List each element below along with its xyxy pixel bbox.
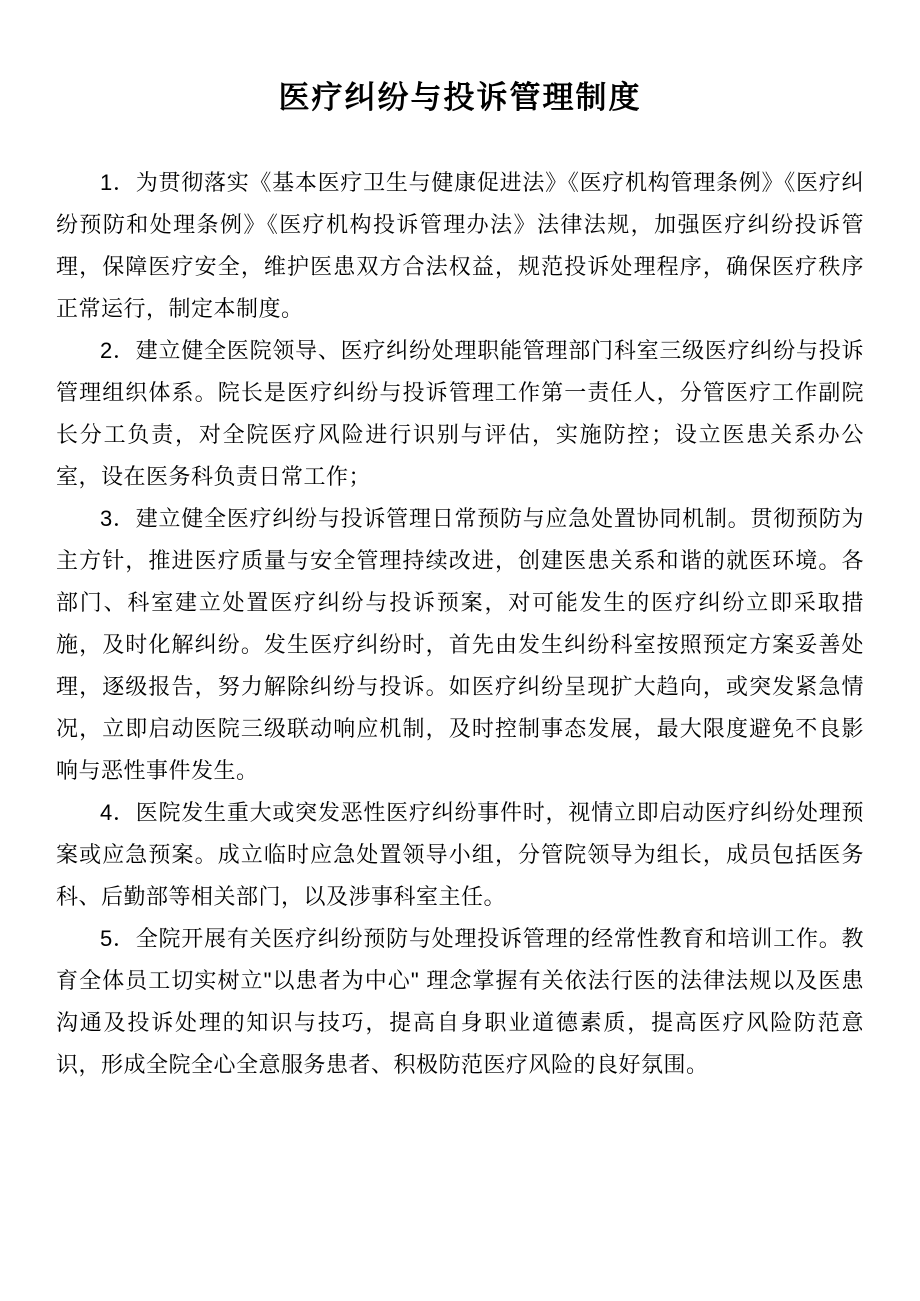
paragraph-1: 1．为贯彻落实《基本医疗卫生与健康促进法》《医疗机构管理条例》《医疗纠纷预防和处理条例》《医疗机构投诉管理办法》法律法规，加强医疗纠纷投诉管理，保障医疗安全，维护医患双方合法权益，规范投诉处理程序，确保医疗秩序正常运行，制定本制度。 <box>56 170 864 321</box>
document-body <box>56 162 864 1086</box>
paragraph-4: 4．医院发生重大或突发恶性医疗纠纷事件时，视情立即启动医疗纠纷处理预案或应急预案。成立临时应急处置领导小组，分管院领导为组长，成员包括医务科、后勤部等相关部门，以及涉事科室主任。 <box>56 800 864 909</box>
paragraph-2: 2．建立健全医院领导、医疗纠纷处理职能管理部门科室三级医疗纠纷与投诉管理组织体系。院长是医疗纠纷与投诉管理工作第一责任人，分管医疗工作副院长分工负责，对全院医疗风险进行识别与评估，实施防控；设立医患关系办公室，设在医务科负责日常工作； <box>56 338 864 489</box>
paragraph-3: 3．建立健全医疗纠纷与投诉管理日常预防与应急处置协同机制。贯彻预防为主方针，推进医疗质量与安全管理持续改进，创建医患关系和谐的就医环境。各部门、科室建立处置医疗纠纷与投诉预案，对可能发生的医疗纠纷立即采取措施，及时化解纠纷。发生医疗纠纷时，首先由发生纠纷科室按照预定方案妥善处理，逐级报告，努力解除纠纷与投诉。如医疗纠纷呈现扩大趋向，或突发紧急情况，立即启动医院三级联动响应机制，及时控制事态发展，最大限度避免不良影响与恶性事件发生。 <box>56 506 864 783</box>
document-title: 医疗纠纷与投诉管理制度 <box>278 80 642 115</box>
paragraph-5: 5．全院开展有关医疗纠纷预防与处理投诉管理的经常性教育和培训工作。教育全体员工切实树立"以患者为中心" 理念掌握有关依法行医的法律法规以及医患沟通及投诉处理的知识与技巧，提高自身职业道德素质，提高医疗风险防范意识，形成全院全心全意服务患者、积极防范医疗风险的良好氛围。 <box>56 926 864 1077</box>
